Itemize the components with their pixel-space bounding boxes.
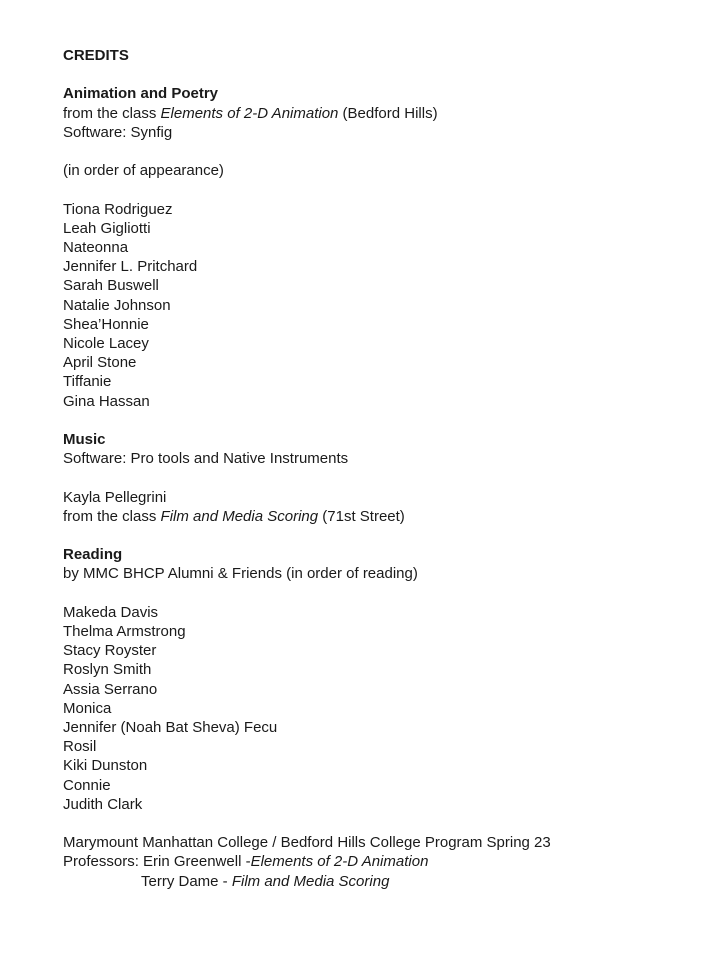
blank-line (63, 142, 680, 161)
credit-name: Natalie Johnson (63, 296, 171, 314)
music-section-heading: Music (63, 431, 106, 448)
credit-name: Nateonna (63, 238, 129, 256)
credit-name: Thelma Armstrong (63, 622, 186, 640)
credit-name: Nicole Lacey (63, 335, 149, 352)
credit-name: Leah Gigliotti (63, 219, 151, 237)
credit-name: April Stone (63, 354, 137, 372)
credit-name: Tiona Rodriguez (63, 200, 173, 218)
reading-section-heading: Reading (63, 546, 123, 564)
credit-name: Shea’Honnie (63, 315, 149, 333)
credit-name: Assia Serrano (63, 680, 158, 698)
blank-line (63, 411, 680, 430)
professor2-prefix: Terry Dame - (141, 872, 232, 890)
page-title: CREDITS (63, 47, 129, 64)
animation-class-line (63, 104, 680, 123)
reading-names-list (63, 603, 680, 814)
music-class-suffix: (71st Street) (318, 507, 405, 525)
credit-name: Gina Hassan (63, 392, 150, 410)
blank-line (63, 180, 680, 199)
music-software-line: Software: Pro tools and Native Instruments (63, 450, 349, 468)
credit-name: Connie (63, 776, 111, 794)
professor1-prefix: Professors: Erin Greenwell - (63, 853, 251, 871)
music-class-line (63, 507, 680, 526)
animation-order-note: (in order of appearance) (63, 162, 224, 180)
credit-name: Roslyn Smith (63, 661, 152, 679)
blank-line (63, 65, 680, 84)
blank-line (63, 584, 680, 603)
footer-college-line: Marymount Manhattan College / Bedford Hills College Program Spring 23 (63, 834, 551, 852)
footer-professor1-line (63, 852, 680, 871)
animation-section-heading: Animation and Poetry (63, 85, 219, 103)
music-class-prefix: from the class (63, 507, 161, 525)
animation-names-list (63, 200, 680, 411)
animation-software-line: Software: Synfig (63, 123, 173, 141)
music-artist-name: Kayla Pellegrini (63, 488, 167, 506)
credit-name: Monica (63, 699, 112, 717)
blank-line (63, 526, 680, 545)
credit-name: Judith Clark (63, 795, 143, 813)
blank-line (63, 468, 680, 487)
credit-name: Makeda Davis (63, 603, 159, 621)
footer-professor2-line (63, 872, 680, 891)
professor1-class-title: Elements of 2-D Animation (250, 853, 429, 871)
credit-name: Tiffanie (63, 373, 112, 391)
animation-class-suffix: (Bedford Hills) (338, 104, 438, 122)
animation-class-title: Elements of 2-D Animation (160, 104, 339, 122)
animation-class-prefix: from the class (63, 104, 161, 122)
blank-line (63, 814, 680, 833)
music-class-title: Film and Media Scoring (160, 507, 319, 525)
credit-name: Stacy Royster (63, 642, 157, 660)
credit-name: Sarah Buswell (63, 277, 159, 295)
credit-name: Jennifer (Noah Bat Sheva) Fecu (63, 719, 278, 736)
reading-byline: by MMC BHCP Alumni & Friends (in order of reading) (63, 565, 418, 583)
credit-name: Jennifer L. Pritchard (63, 258, 198, 276)
credit-name: Rosil (63, 738, 97, 756)
professor2-class-title: Film and Media Scoring (231, 872, 390, 890)
credit-name: Kiki Dunston (63, 757, 148, 775)
